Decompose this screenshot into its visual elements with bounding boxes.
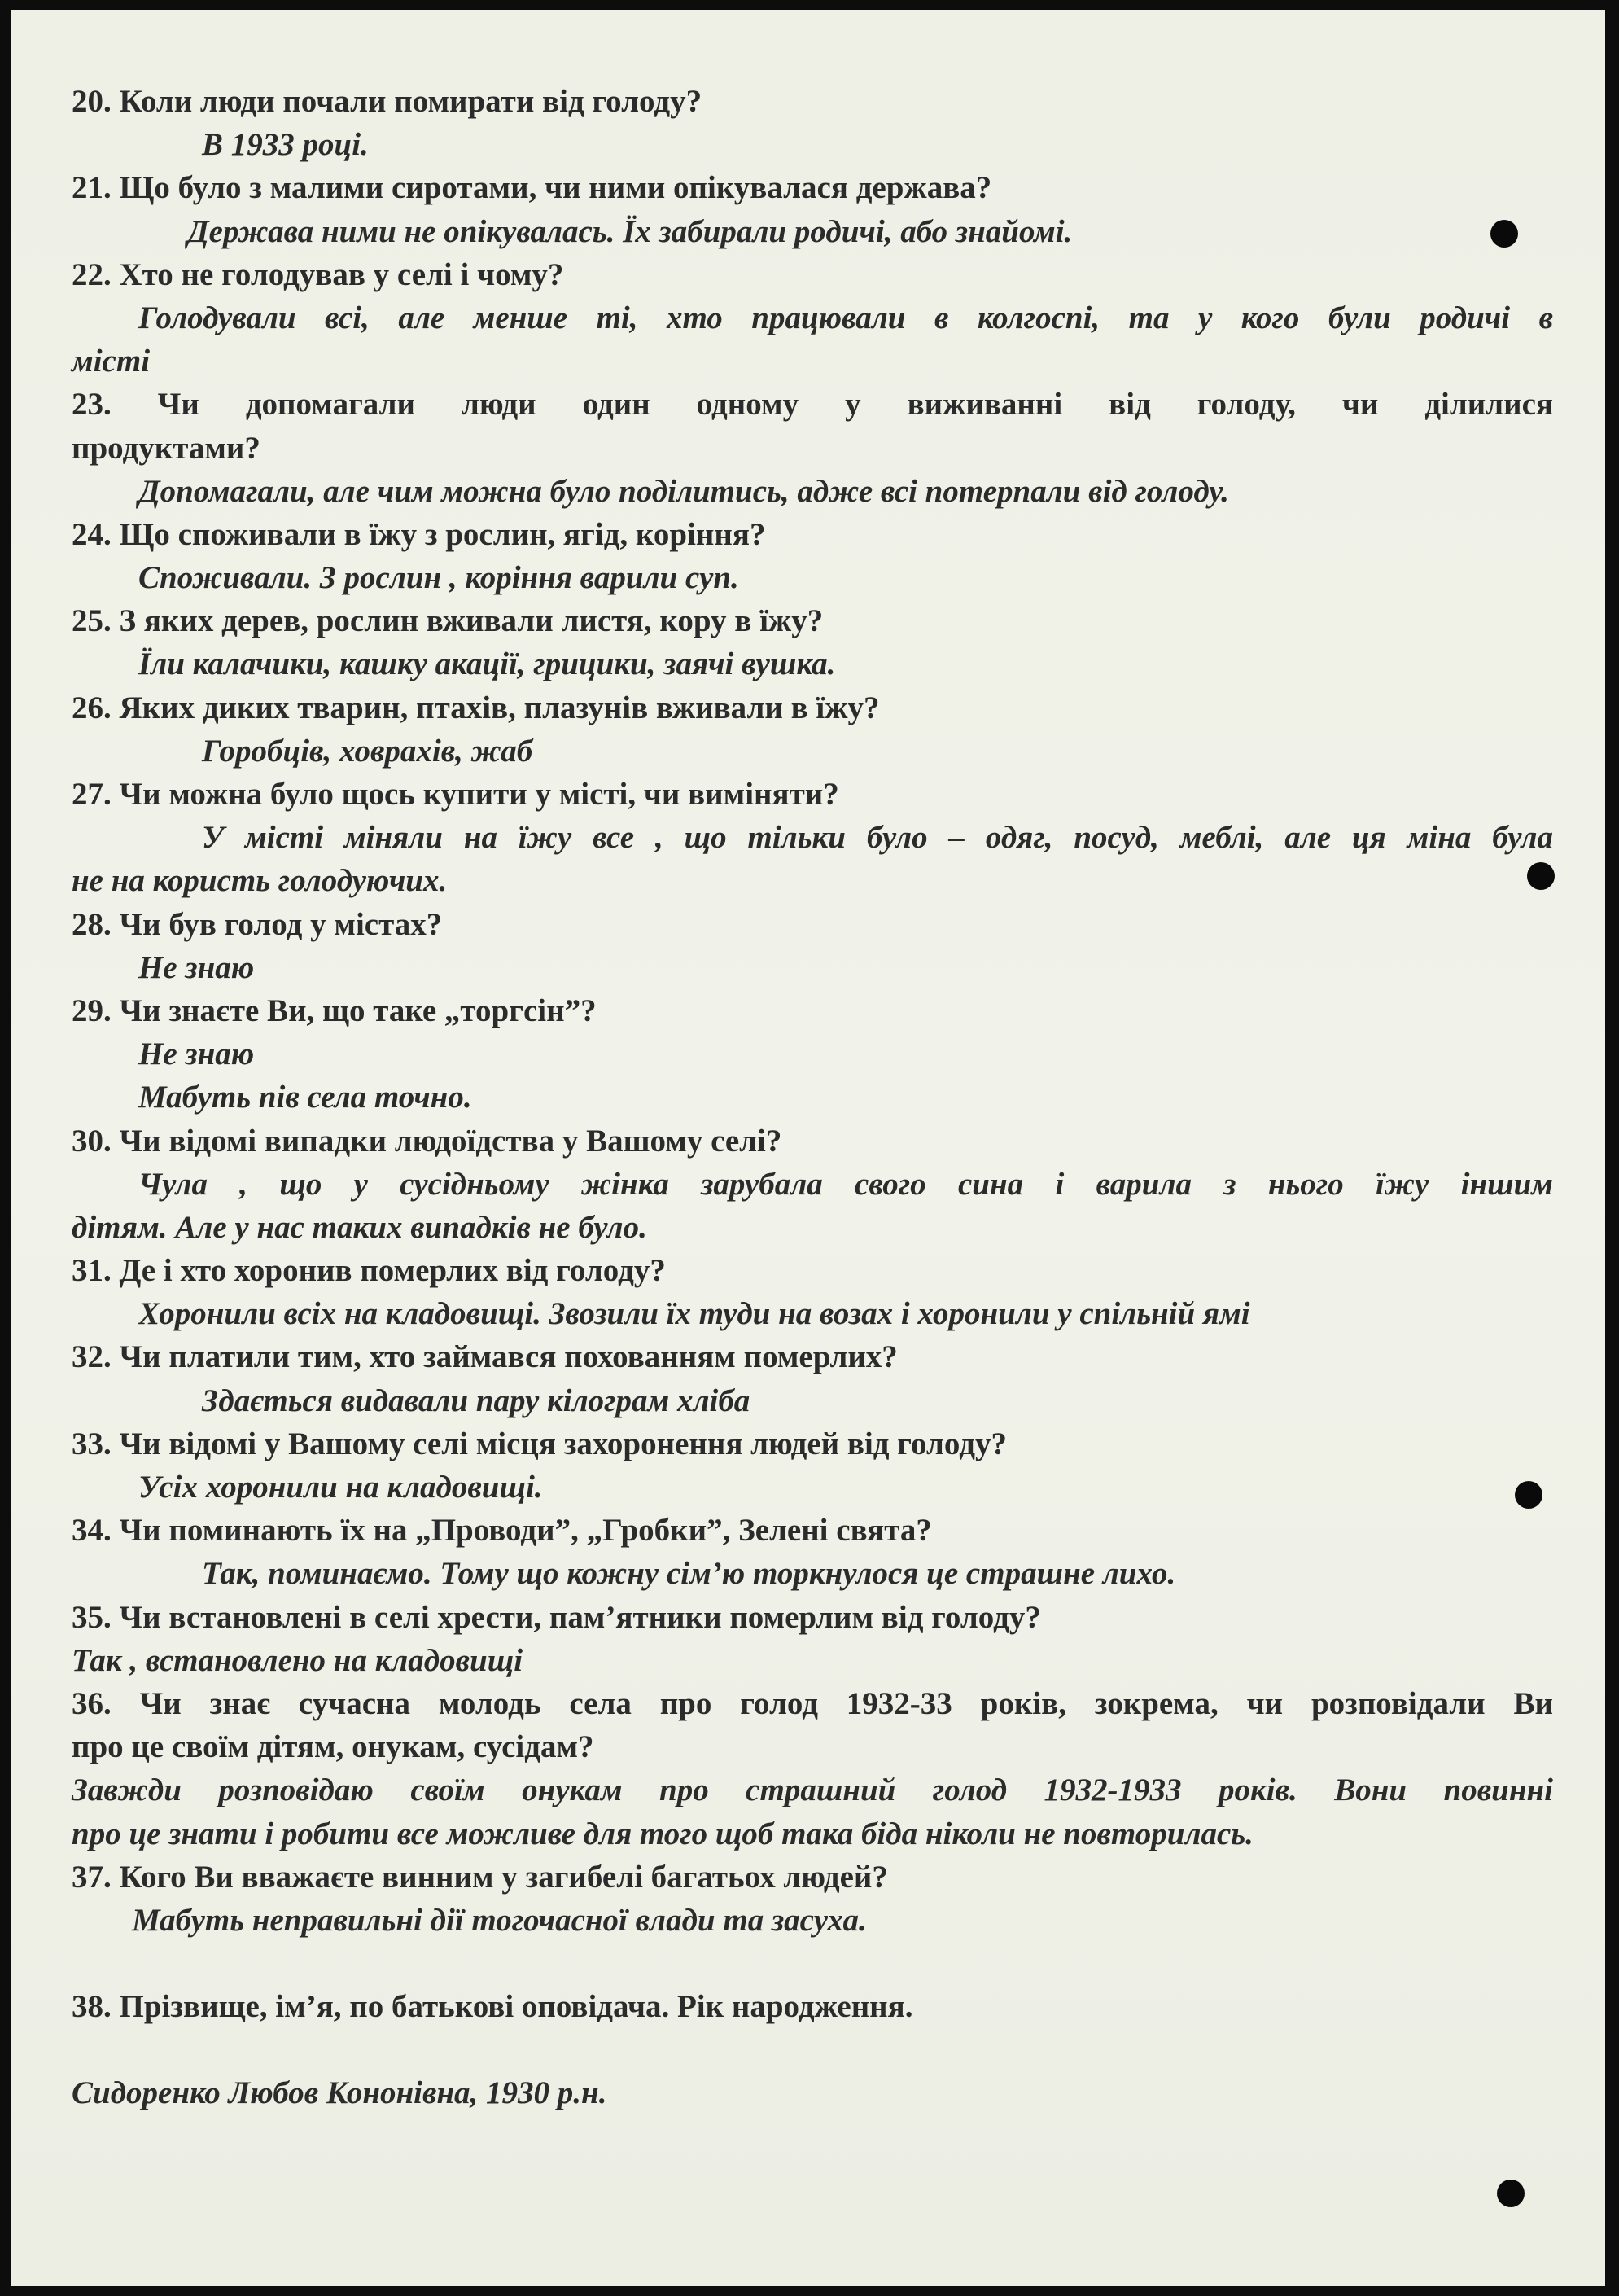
answer-34: Так, поминаємо. Тому що кожну сім’ю торкнулося це страшне лихо.	[202, 1556, 1176, 1592]
answer-35: Так , встановлено на кладовищі	[72, 1642, 523, 1678]
blank-line	[72, 2028, 1553, 2071]
question-34: 34. Чи поминають їх на „Проводи”, „Гробки”, Зелені свята?	[72, 1513, 932, 1549]
answer-26: Горобців, ховрахів, жаб	[202, 733, 533, 769]
question-33: 33. Чи відомі у Вашому селі місця захоронення людей від голоду?	[72, 1426, 1007, 1461]
question-27: 27. Чи можна було щось купити у місті, чи виміняти?	[72, 777, 839, 812]
question-25: 25. З яких дерев, рослин вживали листя, кору в їжу?	[72, 603, 824, 639]
answer-29-extra: Мабуть пів села точно.	[138, 1080, 472, 1115]
question-32: 32. Чи платили тим, хто займався похованням померлих?	[72, 1339, 898, 1375]
question-20: 20. Коли люди почали помирати від голоду?	[72, 84, 702, 119]
punch-hole	[1497, 2180, 1525, 2207]
answer-21: Держава ними не опікувалась. Їх забирали родичі, або знайомі.	[187, 213, 1073, 249]
answer-27: У місті міняли на їжу все , що тільки було – одяг, посуд, меблі, але ця міна була	[202, 820, 1553, 856]
question-31: 31. Де і хто хоронив померлих від голоду?	[72, 1253, 666, 1289]
answer-29: Не знаю	[138, 1036, 255, 1072]
question-30: 30. Чи відомі випадки людоїдства у Вашому селі?	[72, 1123, 782, 1159]
question-29: 29. Чи знаєте Ви, що таке „торгсін”?	[72, 992, 597, 1028]
answer-22: Голодували всі, але менше ті, хто працювали в колгоспі, та у кого були родичі в	[138, 300, 1553, 335]
answer-36-cont: про це знати і робити все можливе для того щоб така біда ніколи не повторилась.	[72, 1816, 1254, 1851]
blank-line	[72, 1942, 1553, 1985]
answer-28: Не знаю	[138, 949, 255, 985]
answer-25: Їли калачики, кашку акації, грицики, заячі вушка.	[138, 646, 836, 682]
question-37: 37. Кого Ви вважаєте винним у загибелі багатьох людей?	[72, 1859, 888, 1895]
answer-27-cont: не на користь голодуючих.	[72, 863, 448, 899]
question-26: 26. Яких диких тварин, птахів, плазунів вживали в їжу?	[72, 690, 880, 725]
answer-36: Завжди розповідаю своїм онукам про страшний голод 1932-1933 років. Вони повинні	[72, 1772, 1553, 1808]
question-36-cont: про це своїм дітям, онукам, сусідам?	[72, 1729, 594, 1765]
answer-32: Здається видавали пару кілограм хліба	[202, 1382, 750, 1418]
question-24: 24. Що споживали в їжу з рослин, ягід, коріння?	[72, 516, 766, 552]
narrator-signature: Сидоренко Любов Кононівна, 1930 р.н.	[72, 2075, 607, 2111]
answer-30-cont: дітям. Але у нас таких випадків не було.	[72, 1209, 647, 1245]
question-35: 35. Чи встановлені в селі хрести, пам’ятники померлим від голоду?	[72, 1599, 1041, 1635]
answer-24: Споживали. З рослин , коріння варили суп.	[138, 560, 739, 596]
answer-23: Допомагали, але чим можна було поділитись, адже всі потерпали від голоду.	[138, 473, 1229, 509]
question-22: 22. Хто не голодував у селі і чому?	[72, 256, 564, 292]
answer-37: Мабуть неправильні дії тогочасної влади та засуха.	[132, 1902, 867, 1938]
interview-text	[72, 80, 1553, 2114]
answer-22-cont: місті	[72, 344, 151, 379]
answer-33: Усіх хоронили на кладовищі.	[138, 1470, 543, 1505]
answer-31: Хоронили всіх на кладовищі. Звозили їх туди на возах і хоронили у спільній ямі	[138, 1296, 1250, 1332]
answer-30: Чула , що у сусідньому жінка зарубала свого сина і варила з нього їжу іншим	[138, 1166, 1553, 1202]
question-28: 28. Чи був голод у містах?	[72, 906, 443, 942]
answer-20: В 1933 році.	[202, 127, 369, 163]
question-38: 38. Прізвище, ім’я, по батькові оповідача. Рік народження.	[72, 1989, 913, 2025]
question-23-cont: продуктами?	[72, 430, 260, 466]
document-page	[11, 10, 1605, 2286]
question-23: 23. Чи допомагали люди один одному у виживанні від голоду, чи ділилися	[72, 387, 1553, 423]
question-21: 21. Що було з малими сиротами, чи ними опікувалася держава?	[72, 170, 992, 206]
question-36: 36. Чи знає сучасна молодь села про голод 1932-33 років, зокрема, чи розповідали Ви	[72, 1685, 1553, 1721]
